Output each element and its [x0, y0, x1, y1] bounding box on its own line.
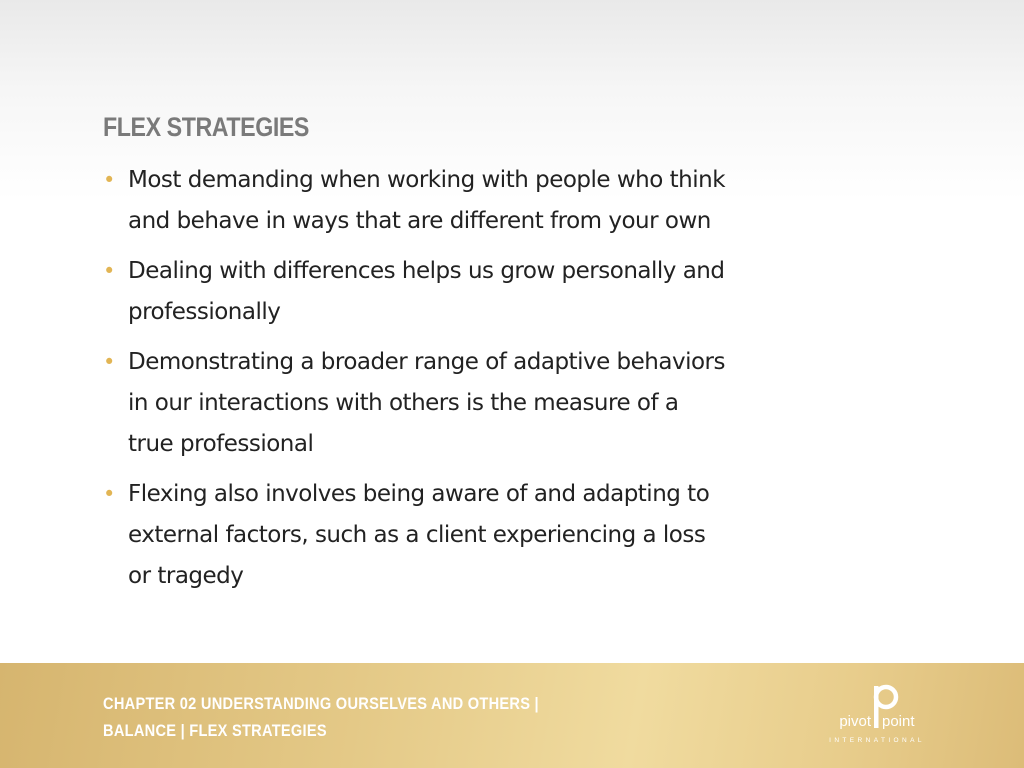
- logo-wordmark-right: point: [882, 713, 915, 730]
- bullet-dot-icon: •: [103, 350, 115, 374]
- slide-title: FLEX STRATEGIES: [103, 112, 309, 142]
- bullet-line: Most demanding when working with people who think: [128, 167, 726, 193]
- bullet-item: [103, 251, 903, 333]
- bullet-item: [103, 474, 903, 597]
- pivot-point-logo-icon: [822, 684, 932, 746]
- bullet-line: and behave in ways that are different from your own: [128, 208, 711, 234]
- logo-wordmark-left: pivot: [839, 713, 871, 730]
- bullet-line: or tragedy: [128, 563, 244, 589]
- bullet-dot-icon: •: [103, 259, 115, 283]
- footer-line-section: BALANCE | FLEX STRATEGIES: [103, 721, 327, 740]
- bullet-dot-icon: •: [103, 482, 115, 506]
- bullet-line: true professional: [128, 431, 314, 457]
- bullet-line: Dealing with differences helps us grow personally and: [128, 258, 725, 284]
- logo-tagline: INTERNATIONAL: [829, 737, 925, 744]
- bullet-list: [103, 160, 903, 606]
- bullet-line: external factors, such as a client experiencing a loss: [128, 522, 706, 548]
- bullet-line: professionally: [128, 299, 281, 325]
- bullet-line: in our interactions with others is the measure of a: [128, 390, 679, 416]
- bullet-item: [103, 160, 903, 242]
- footer-caption: [103, 690, 539, 744]
- bullet-item: [103, 342, 903, 465]
- bullet-line: Demonstrating a broader range of adaptive behaviors: [128, 349, 725, 375]
- bullet-dot-icon: •: [103, 168, 115, 192]
- footer-line-chapter: CHAPTER 02 UNDERSTANDING OURSELVES AND OTHERS |: [103, 694, 539, 713]
- bullet-line: Flexing also involves being aware of and adapting to: [128, 481, 710, 507]
